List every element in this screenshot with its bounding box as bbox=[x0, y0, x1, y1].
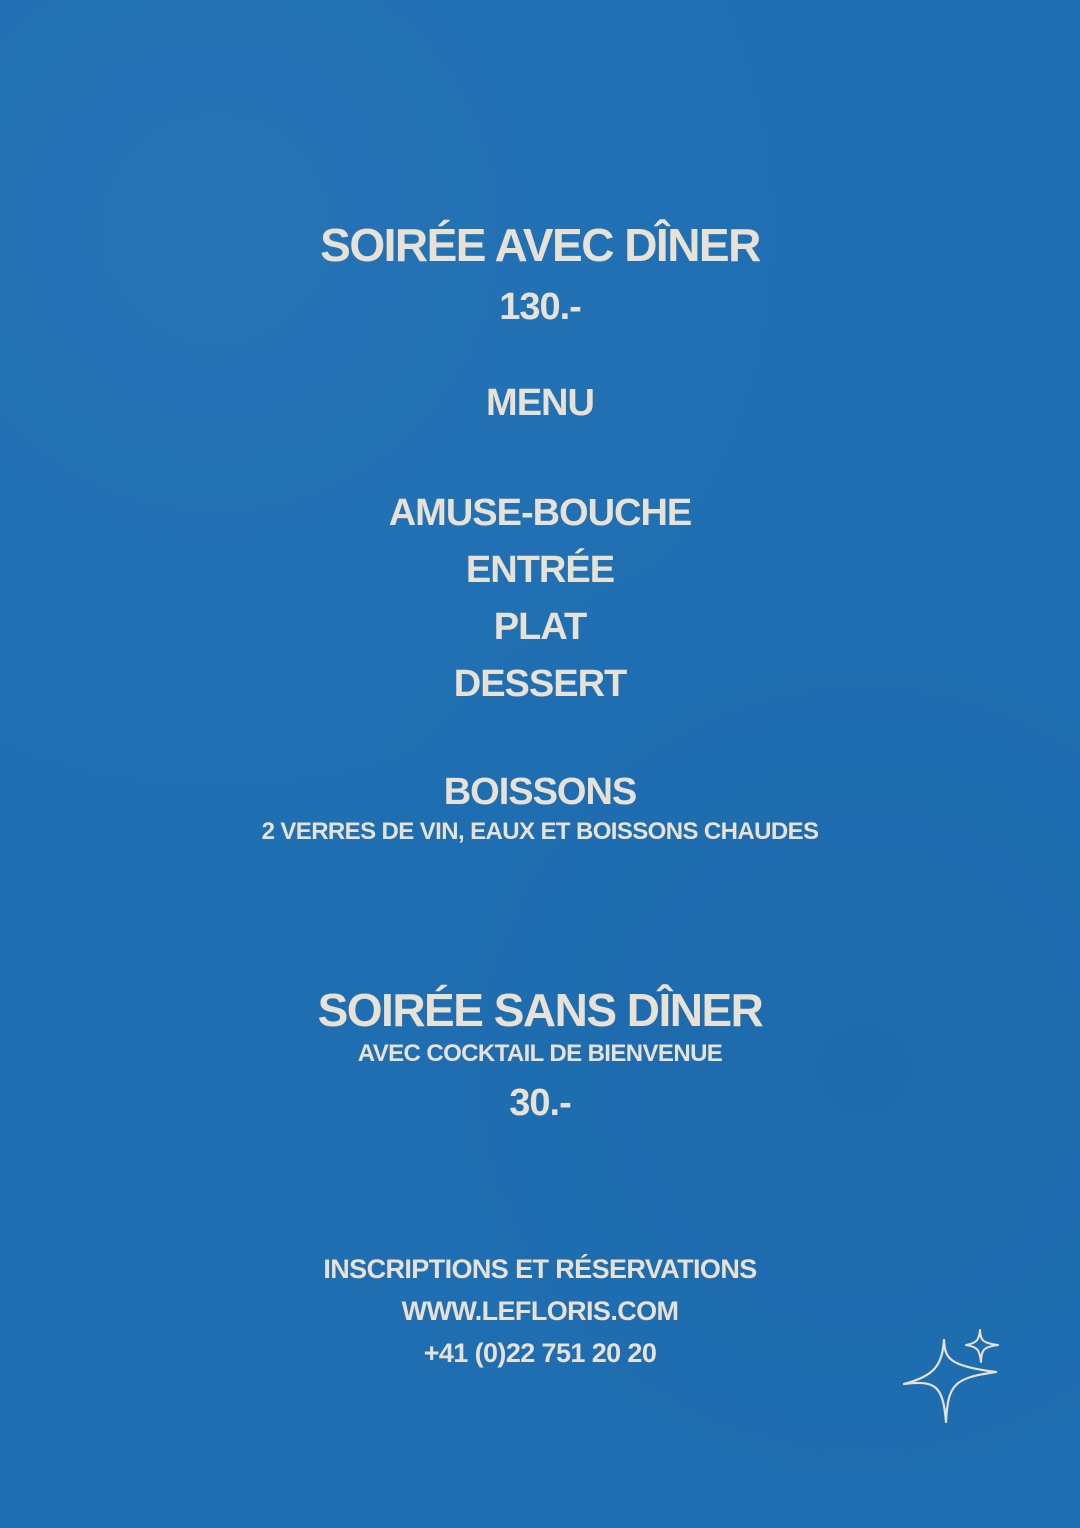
phone-number[interactable]: +41 (0)22 751 20 20 bbox=[423, 1338, 657, 1368]
course-plat: PLAT bbox=[493, 606, 587, 648]
course-dessert: DESSERT bbox=[453, 663, 627, 705]
drinks-heading: BOISSONS bbox=[443, 771, 637, 813]
dinner-price: 130.- bbox=[499, 286, 581, 328]
reservations-heading: INSCRIPTIONS ET RÉSERVATIONS bbox=[323, 1254, 757, 1284]
dinner-title: SOIRÉE AVEC DÎNER bbox=[320, 219, 760, 271]
drinks-detail: 2 VERRES DE VIN, EAUX ET BOISSONS CHAUDES bbox=[261, 818, 819, 845]
course-entree: ENTRÉE bbox=[465, 549, 615, 591]
no-dinner-subtitle: AVEC COCKTAIL DE BIENVENUE bbox=[357, 1040, 723, 1067]
website-link[interactable]: WWW.LEFLORIS.COM bbox=[401, 1296, 679, 1326]
sparkle-stars-icon bbox=[900, 1328, 1004, 1428]
no-dinner-title: SOIRÉE SANS DÎNER bbox=[317, 984, 763, 1036]
menu-heading: MENU bbox=[486, 382, 594, 424]
course-amuse-bouche: AMUSE-BOUCHE bbox=[388, 492, 692, 534]
no-dinner-price: 30.- bbox=[509, 1082, 571, 1124]
